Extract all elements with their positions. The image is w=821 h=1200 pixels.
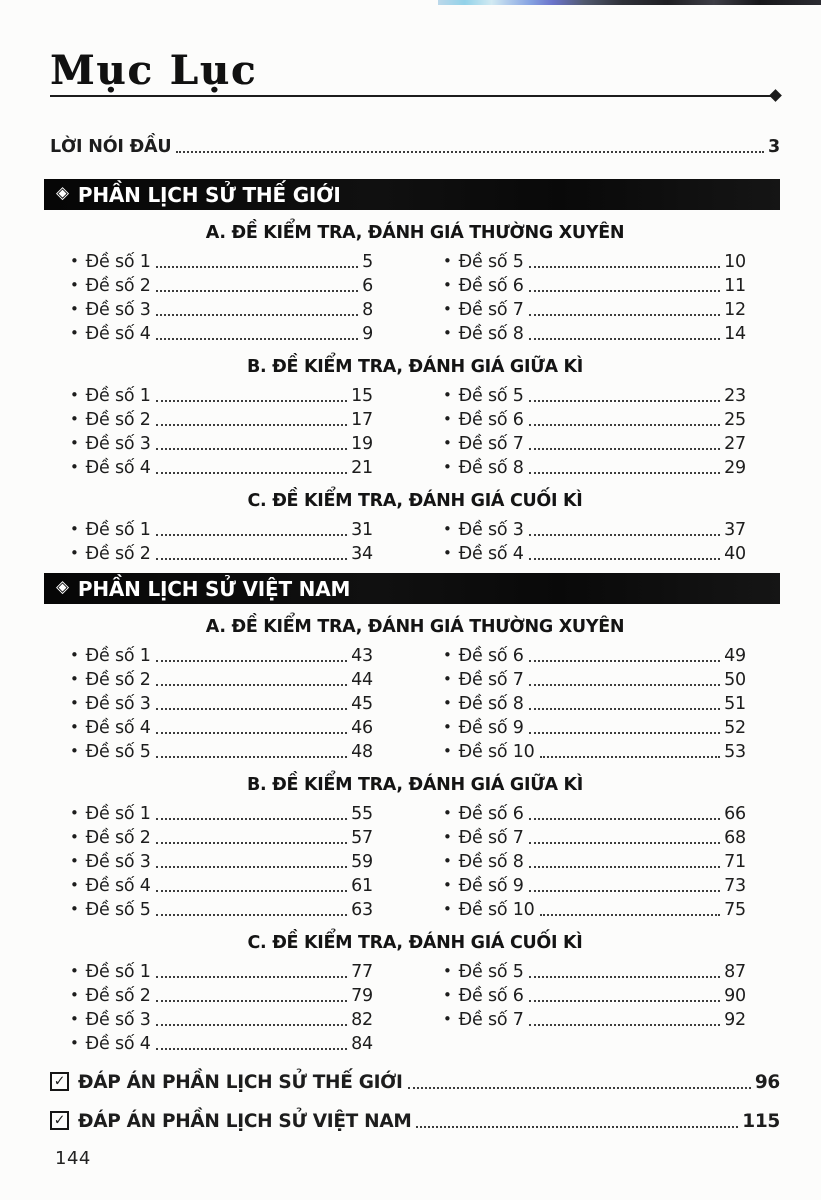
toc-entry xyxy=(443,296,746,320)
dot-leader xyxy=(176,151,764,153)
answer-key-row-world xyxy=(50,1067,780,1093)
entry-page-number: 11 xyxy=(724,276,746,296)
part-bar-title: PHẦN LỊCH SỬ THẾ GIỚI xyxy=(77,182,341,207)
dot-leader xyxy=(156,976,347,978)
bullet-icon: • xyxy=(443,410,452,428)
bullet-icon: • xyxy=(443,694,452,712)
entry-column-right xyxy=(443,248,746,344)
entry-label: Đề số 2 xyxy=(85,828,151,848)
entry-columns xyxy=(50,800,780,920)
entry-page-number: 46 xyxy=(351,718,373,738)
toc-entry xyxy=(70,738,373,762)
entry-page-number: 21 xyxy=(351,458,373,478)
toc-entry-intro xyxy=(50,133,780,157)
toc-entry xyxy=(443,540,746,564)
toc-entry xyxy=(70,382,373,406)
answer-key-label: ĐÁP ÁN PHẦN LỊCH SỬ THẾ GIỚI xyxy=(78,1072,403,1093)
dot-leader xyxy=(156,890,347,892)
entry-page-number: 53 xyxy=(724,742,746,762)
entry-label: Đề số 8 xyxy=(458,852,524,872)
entry-page-number: 37 xyxy=(724,520,746,540)
toc-entry xyxy=(443,872,746,896)
dot-leader xyxy=(529,866,720,868)
diamond-icon: ◈ xyxy=(56,183,69,203)
bullet-icon: • xyxy=(443,300,452,318)
toc-entry xyxy=(70,454,373,478)
entry-label: Đề số 2 xyxy=(85,986,151,1006)
toc-entry xyxy=(70,958,373,982)
toc-entry xyxy=(70,516,373,540)
dot-leader xyxy=(529,266,720,268)
dot-leader xyxy=(529,890,720,892)
dot-leader xyxy=(156,314,358,316)
entry-label: Đề số 6 xyxy=(458,646,524,666)
bullet-icon: • xyxy=(443,324,452,342)
toc-entry xyxy=(70,248,373,272)
answer-key-row-vietnam xyxy=(50,1106,780,1132)
entry-page-number: 23 xyxy=(724,386,746,406)
entry-label: Đề số 1 xyxy=(85,962,151,982)
entry-page-number: 51 xyxy=(724,694,746,714)
toc-entry xyxy=(70,666,373,690)
entry-label: Đề số 5 xyxy=(458,962,524,982)
entry-label: Đề số 3 xyxy=(85,1010,151,1030)
toc-entry xyxy=(70,272,373,296)
bullet-icon: • xyxy=(70,670,79,688)
dot-leader xyxy=(540,756,721,758)
toc-entry xyxy=(70,642,373,666)
footer-page-number: 144 xyxy=(55,1148,91,1169)
answer-key-page-number: 115 xyxy=(742,1111,780,1132)
entry-page-number: 40 xyxy=(724,544,746,564)
entry-column-right xyxy=(443,382,746,478)
bullet-icon: • xyxy=(443,276,452,294)
entry-label: Đề số 7 xyxy=(458,434,524,454)
entry-column-left xyxy=(70,958,373,1054)
bullet-icon: • xyxy=(70,646,79,664)
intro-label: LỜI NÓI ĐẦU xyxy=(50,137,172,157)
scan-edge-artifact xyxy=(438,0,821,5)
dot-leader xyxy=(529,472,720,474)
bullet-icon: • xyxy=(70,252,79,270)
entry-column-left xyxy=(70,248,373,344)
entry-column-left xyxy=(70,516,373,564)
bullet-icon: • xyxy=(443,900,452,918)
entry-column-left xyxy=(70,382,373,478)
toc-entry xyxy=(443,848,746,872)
dot-leader xyxy=(529,558,720,560)
toc-entry xyxy=(443,454,746,478)
section-heading: B. ĐỀ KIỂM TRA, ĐÁNH GIÁ GIỮA KÌ xyxy=(246,775,584,795)
entry-label: Đề số 3 xyxy=(85,852,151,872)
bullet-icon: • xyxy=(443,520,452,538)
toc-entry xyxy=(443,1006,746,1030)
entry-label: Đề số 6 xyxy=(458,804,524,824)
toc-entry xyxy=(443,320,746,344)
toc-entry xyxy=(443,406,746,430)
bullet-icon: • xyxy=(70,458,79,476)
toc-entry xyxy=(70,430,373,454)
section-heading: C. ĐỀ KIỂM TRA, ĐÁNH GIÁ CUỐI KÌ xyxy=(247,933,583,953)
dot-leader xyxy=(529,708,720,710)
checkbox-checked-icon xyxy=(50,1072,69,1091)
section-heading: A. ĐỀ KIỂM TRA, ĐÁNH GIÁ THƯỜNG XUYÊN xyxy=(205,617,625,637)
dot-leader xyxy=(156,448,347,450)
part-bar-vietnam xyxy=(44,573,780,604)
bullet-icon: • xyxy=(70,434,79,452)
dot-leader xyxy=(156,732,347,734)
entry-columns xyxy=(50,248,780,344)
bullet-icon: • xyxy=(70,694,79,712)
dot-leader xyxy=(529,976,720,978)
entry-label: Đề số 3 xyxy=(85,694,151,714)
toc-entry xyxy=(443,958,746,982)
toc-entry xyxy=(70,872,373,896)
entry-label: Đề số 2 xyxy=(85,670,151,690)
bullet-icon: • xyxy=(70,962,79,980)
entry-label: Đề số 5 xyxy=(458,252,524,272)
checkbox-checked-icon xyxy=(50,1111,69,1130)
toc-entry xyxy=(70,1006,373,1030)
dot-leader xyxy=(156,708,347,710)
answer-key-label: ĐÁP ÁN PHẦN LỊCH SỬ VIỆT NAM xyxy=(78,1111,412,1132)
bullet-icon: • xyxy=(443,986,452,1004)
bullet-icon: • xyxy=(443,386,452,404)
entry-page-number: 49 xyxy=(724,646,746,666)
entry-page-number: 27 xyxy=(724,434,746,454)
entry-label: Đề số 1 xyxy=(85,386,151,406)
entry-page-number: 68 xyxy=(724,828,746,848)
dot-leader xyxy=(156,472,347,474)
toc-entry xyxy=(443,666,746,690)
toc-entry xyxy=(70,896,373,920)
bullet-icon: • xyxy=(70,300,79,318)
bullet-icon: • xyxy=(70,718,79,736)
bullet-icon: • xyxy=(70,742,79,760)
entry-page-number: 17 xyxy=(351,410,373,430)
entry-columns xyxy=(50,516,780,564)
entry-page-number: 12 xyxy=(724,300,746,320)
dot-leader xyxy=(529,660,720,662)
bullet-icon: • xyxy=(443,828,452,846)
toc-part-world xyxy=(50,179,780,564)
bullet-icon: • xyxy=(70,544,79,562)
toc-entry xyxy=(443,690,746,714)
entry-page-number: 9 xyxy=(362,324,373,344)
bullet-icon: • xyxy=(443,434,452,452)
bullet-icon: • xyxy=(70,804,79,822)
entry-label: Đề số 7 xyxy=(458,300,524,320)
toc-entry xyxy=(443,272,746,296)
entry-label: Đề số 4 xyxy=(85,718,151,738)
entry-page-number: 25 xyxy=(724,410,746,430)
bullet-icon: • xyxy=(443,646,452,664)
toc-entry xyxy=(70,406,373,430)
bullet-icon: • xyxy=(443,962,452,980)
entry-page-number: 75 xyxy=(724,900,746,920)
bullet-icon: • xyxy=(443,742,452,760)
part-sections xyxy=(50,617,780,1054)
dot-leader xyxy=(156,1000,347,1002)
bullet-icon: • xyxy=(70,876,79,894)
dot-leader xyxy=(529,732,720,734)
entry-page-number: 10 xyxy=(724,252,746,272)
dot-leader xyxy=(156,558,347,560)
bullet-icon: • xyxy=(443,718,452,736)
dot-leader xyxy=(156,684,347,686)
bullet-icon: • xyxy=(70,410,79,428)
dot-leader xyxy=(529,842,720,844)
dot-leader xyxy=(540,914,721,916)
entry-column-right xyxy=(443,958,746,1054)
dot-leader xyxy=(529,338,720,340)
dot-leader xyxy=(156,424,347,426)
toc-entry xyxy=(443,642,746,666)
part-bar-world xyxy=(44,179,780,210)
entry-label: Đề số 4 xyxy=(85,458,151,478)
entry-page-number: 59 xyxy=(351,852,373,872)
toc-entry xyxy=(443,824,746,848)
entry-label: Đề số 4 xyxy=(85,324,151,344)
dot-leader xyxy=(529,818,720,820)
entry-page-number: 43 xyxy=(351,646,373,666)
diamond-icon: ◈ xyxy=(56,577,69,597)
dot-leader xyxy=(156,400,347,402)
entry-label: Đề số 8 xyxy=(458,694,524,714)
entry-label: Đề số 10 xyxy=(458,900,535,920)
toc-entry xyxy=(443,714,746,738)
bullet-icon: • xyxy=(70,852,79,870)
dot-leader xyxy=(156,914,347,916)
entry-label: Đề số 6 xyxy=(458,276,524,296)
dot-leader xyxy=(529,314,720,316)
entry-page-number: 34 xyxy=(351,544,373,564)
bullet-icon: • xyxy=(70,386,79,404)
entry-page-number: 14 xyxy=(724,324,746,344)
entry-label: Đề số 1 xyxy=(85,646,151,666)
part-sections xyxy=(50,223,780,564)
bullet-icon: • xyxy=(70,520,79,538)
dot-leader xyxy=(156,866,347,868)
dot-leader xyxy=(529,534,720,536)
entry-label: Đề số 9 xyxy=(458,718,524,738)
intro-page-number: 3 xyxy=(768,137,780,157)
toc-entry xyxy=(70,800,373,824)
dot-leader xyxy=(529,684,720,686)
dot-leader xyxy=(529,400,720,402)
dot-leader xyxy=(156,1024,347,1026)
bullet-icon: • xyxy=(443,1010,452,1028)
entry-label: Đề số 1 xyxy=(85,252,151,272)
entry-columns xyxy=(50,382,780,478)
bullet-icon: • xyxy=(70,324,79,342)
entry-label: Đề số 6 xyxy=(458,986,524,1006)
section-heading: A. ĐỀ KIỂM TRA, ĐÁNH GIÁ THƯỜNG XUYÊN xyxy=(205,223,625,243)
entry-column-left xyxy=(70,800,373,920)
section-heading: C. ĐỀ KIỂM TRA, ĐÁNH GIÁ CUỐI KÌ xyxy=(247,491,583,511)
entry-page-number: 73 xyxy=(724,876,746,896)
entry-page-number: 55 xyxy=(351,804,373,824)
entry-label: Đề số 3 xyxy=(85,300,151,320)
dot-leader xyxy=(156,290,358,292)
entry-label: Đề số 2 xyxy=(85,544,151,564)
dot-leader xyxy=(156,756,347,758)
toc-content xyxy=(0,47,821,1132)
toc-entry xyxy=(70,320,373,344)
entry-page-number: 84 xyxy=(351,1034,373,1054)
bullet-icon: • xyxy=(70,276,79,294)
entry-label: Đề số 1 xyxy=(85,520,151,540)
entry-page-number: 63 xyxy=(351,900,373,920)
entry-page-number: 19 xyxy=(351,434,373,454)
entry-column-left xyxy=(70,642,373,762)
entry-label: Đề số 7 xyxy=(458,1010,524,1030)
entry-label: Đề số 6 xyxy=(458,410,524,430)
bullet-icon: • xyxy=(70,900,79,918)
toc-entry xyxy=(443,248,746,272)
entry-label: Đề số 5 xyxy=(85,900,151,920)
dot-leader xyxy=(156,818,347,820)
dot-leader xyxy=(156,338,358,340)
dot-leader xyxy=(156,534,347,536)
dot-leader xyxy=(529,1024,720,1026)
check-mark: ✓ xyxy=(53,1073,66,1089)
entry-label: Đề số 2 xyxy=(85,410,151,430)
entry-page-number: 52 xyxy=(724,718,746,738)
toc-entry xyxy=(70,296,373,320)
toc-entry xyxy=(443,896,746,920)
entry-column-right xyxy=(443,642,746,762)
entry-page-number: 71 xyxy=(724,852,746,872)
bullet-icon: • xyxy=(443,852,452,870)
toc-entry xyxy=(443,982,746,1006)
toc-entry xyxy=(443,430,746,454)
entry-label: Đề số 8 xyxy=(458,458,524,478)
entry-page-number: 87 xyxy=(724,962,746,982)
entry-page-number: 92 xyxy=(724,1010,746,1030)
toc-entry xyxy=(70,714,373,738)
entry-page-number: 48 xyxy=(351,742,373,762)
entry-page-number: 5 xyxy=(362,252,373,272)
bullet-icon: • xyxy=(70,1034,79,1052)
entry-columns xyxy=(50,642,780,762)
dot-leader xyxy=(529,290,720,292)
toc-entry xyxy=(70,824,373,848)
entry-column-right xyxy=(443,516,746,564)
toc-entry xyxy=(443,738,746,762)
toc-entry xyxy=(70,1030,373,1054)
entry-label: Đề số 5 xyxy=(458,386,524,406)
bullet-icon: • xyxy=(443,876,452,894)
dot-leader xyxy=(529,448,720,450)
entry-label: Đề số 3 xyxy=(458,520,524,540)
entry-label: Đề số 1 xyxy=(85,804,151,824)
entry-page-number: 57 xyxy=(351,828,373,848)
entry-page-number: 15 xyxy=(351,386,373,406)
entry-page-number: 82 xyxy=(351,1010,373,1030)
entry-page-number: 77 xyxy=(351,962,373,982)
dot-leader xyxy=(156,1048,347,1050)
entry-label: Đề số 4 xyxy=(85,1034,151,1054)
check-mark: ✓ xyxy=(53,1112,66,1128)
entry-label: Đề số 7 xyxy=(458,670,524,690)
entry-page-number: 61 xyxy=(351,876,373,896)
bullet-icon: • xyxy=(443,804,452,822)
part-bar-title: PHẦN LỊCH SỬ VIỆT NAM xyxy=(77,576,351,601)
bullet-icon: • xyxy=(443,544,452,562)
dot-leader xyxy=(156,266,358,268)
entry-label: Đề số 2 xyxy=(85,276,151,296)
entry-label: Đề số 4 xyxy=(458,544,524,564)
bullet-icon: • xyxy=(70,828,79,846)
toc-entry xyxy=(443,382,746,406)
dot-leader xyxy=(156,660,347,662)
dot-leader xyxy=(529,1000,720,1002)
dot-leader xyxy=(156,842,347,844)
toc-entry xyxy=(70,848,373,872)
dot-leader xyxy=(529,424,720,426)
entry-page-number: 90 xyxy=(724,986,746,1006)
bullet-icon: • xyxy=(70,1010,79,1028)
toc-entry xyxy=(70,540,373,564)
entry-columns xyxy=(50,958,780,1054)
entry-page-number: 45 xyxy=(351,694,373,714)
entry-label: Đề số 3 xyxy=(85,434,151,454)
entry-page-number: 29 xyxy=(724,458,746,478)
entry-page-number: 50 xyxy=(724,670,746,690)
dot-leader xyxy=(408,1087,751,1089)
entry-label: Đề số 9 xyxy=(458,876,524,896)
entry-label: Đề số 8 xyxy=(458,324,524,344)
bullet-icon: • xyxy=(443,458,452,476)
bullet-icon: • xyxy=(70,986,79,1004)
entry-page-number: 79 xyxy=(351,986,373,1006)
entry-page-number: 66 xyxy=(724,804,746,824)
entry-page-number: 31 xyxy=(351,520,373,540)
toc-entry xyxy=(443,516,746,540)
entry-page-number: 44 xyxy=(351,670,373,690)
entry-page-number: 6 xyxy=(362,276,373,296)
title-block xyxy=(50,47,780,97)
entry-column-right xyxy=(443,800,746,920)
toc-entry xyxy=(70,690,373,714)
title-rule xyxy=(50,95,774,97)
entry-label: Đề số 5 xyxy=(85,742,151,762)
entry-label: Đề số 7 xyxy=(458,828,524,848)
entry-page-number: 8 xyxy=(362,300,373,320)
bullet-icon: • xyxy=(443,670,452,688)
toc-entry xyxy=(443,800,746,824)
bullet-icon: • xyxy=(443,252,452,270)
section-heading: B. ĐỀ KIỂM TRA, ĐÁNH GIÁ GIỮA KÌ xyxy=(246,357,584,377)
toc-entry xyxy=(70,982,373,1006)
answer-key-page-number: 96 xyxy=(754,1072,780,1093)
entry-label: Đề số 4 xyxy=(85,876,151,896)
page-title: Mục Lục xyxy=(50,47,258,94)
entry-label: Đề số 10 xyxy=(458,742,535,762)
toc-part-vietnam xyxy=(50,573,780,1054)
dot-leader xyxy=(416,1126,738,1128)
